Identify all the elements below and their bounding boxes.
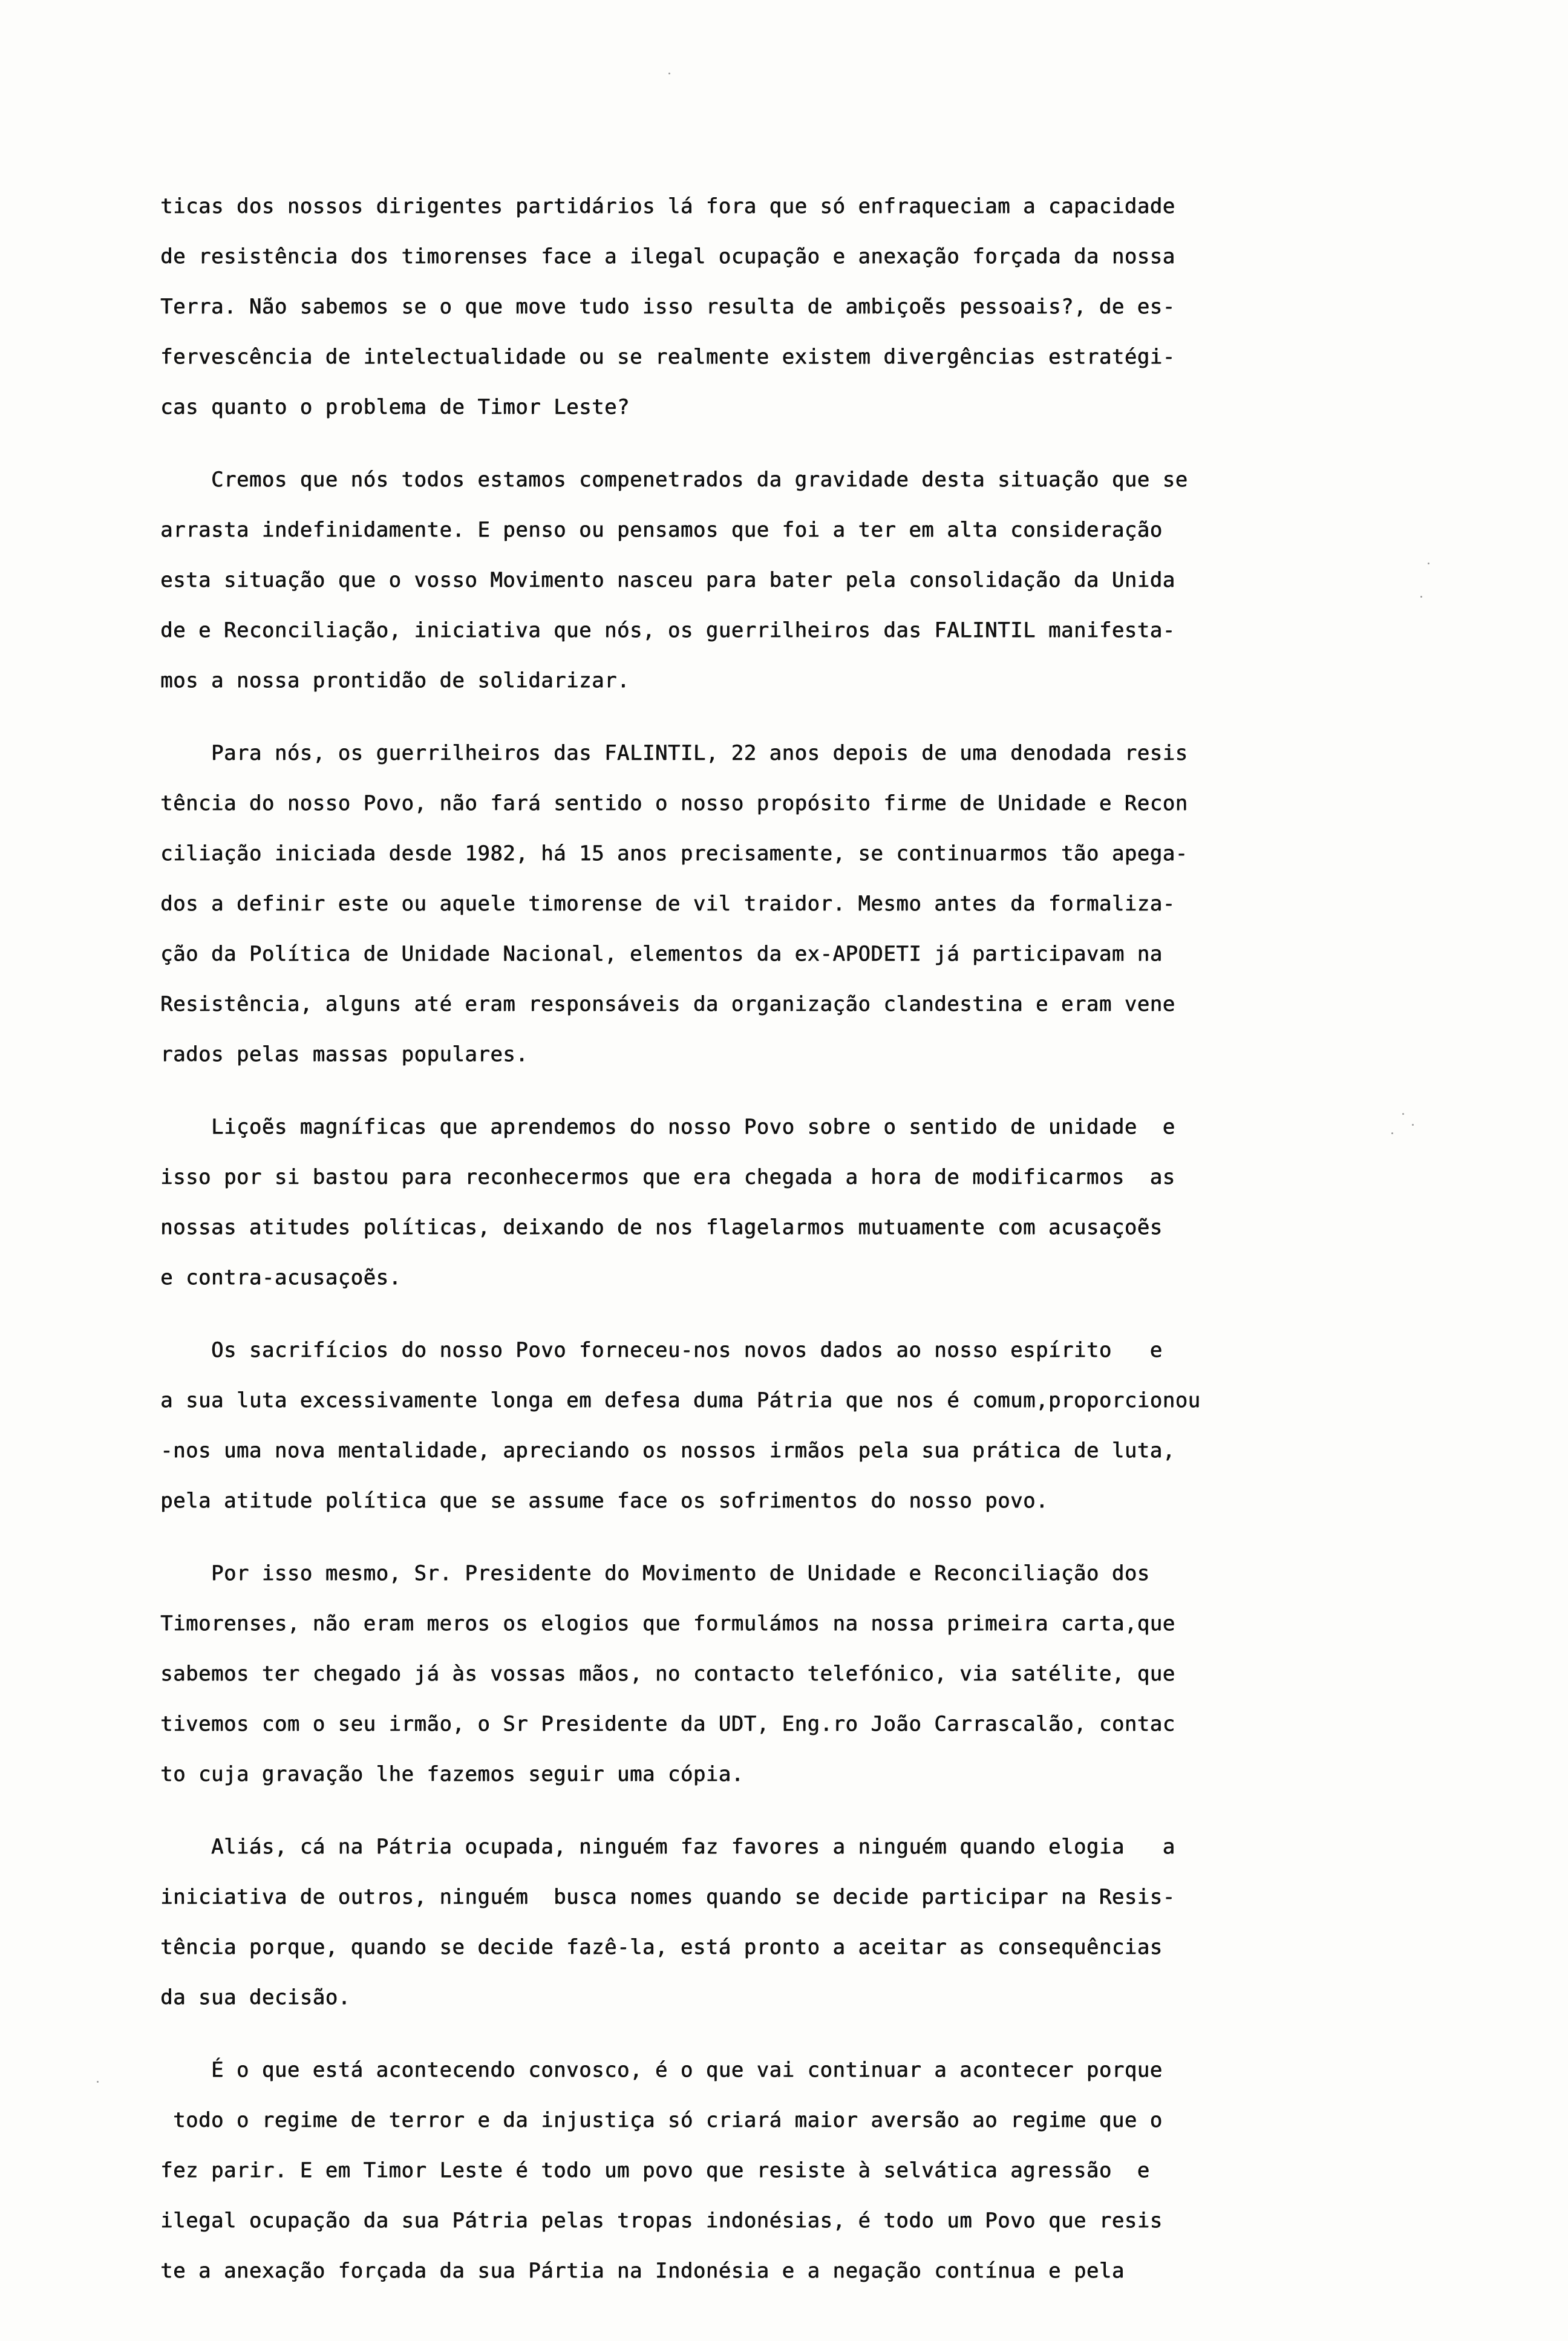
text-line: todo o regime de terror e da injustiça só criará maior aversão ao regime que o (160, 2108, 1163, 2132)
scan-speck (668, 73, 670, 74)
text-line: rados pelas massas populares. (160, 1042, 529, 1066)
paragraph (160, 1325, 1388, 1526)
text-line: isso por si bastou para reconhecermos que era chegada a hora de modificarmos as (160, 1165, 1175, 1189)
text-line: É o que está acontecendo convosco, é o que vai continuar a acontecer porque (160, 2058, 1163, 2082)
text-line: Liçoẽs magníficas que aprendemos do nosso Povo sobre o sentido de unidade e (160, 1115, 1175, 1139)
text-line: to cuja gravação lhe fazemos seguir uma cópia. (160, 1762, 744, 1786)
paragraph (160, 1822, 1388, 2023)
text-line: dos a definir este ou aquele timorense de vil traidor. Mesmo antes da formaliza- (160, 892, 1175, 916)
text-line: tência do nosso Povo, não fará sentido o nosso propósito firme de Unidade e Recon (160, 791, 1188, 815)
paragraph (160, 1549, 1388, 1800)
text-line: tivemos com o seu irmão, o Sr Presidente da UDT, Eng.ro João Carrascalão, contac (160, 1712, 1175, 1736)
text-line: Cremos que nós todos estamos compenetrados da gravidade desta situação que se (160, 468, 1188, 492)
scan-speck (1420, 596, 1422, 598)
text-line: Terra. Não sabemos se o que move tudo isso resulta de ambiçoẽs pessoais?, de es- (160, 295, 1175, 319)
text-line: de resistência dos timorenses face a ilegal ocupação e anexação forçada da nossa (160, 244, 1175, 269)
text-line: nossas atitudes políticas, deixando de nos flagelarmos mutuamente com acusaçoẽs (160, 1215, 1163, 1239)
text-line: -nos uma nova mentalidade, apreciando os nossos irmãos pela sua prática de luta, (160, 1438, 1175, 1463)
scan-speck (1391, 1132, 1393, 1134)
text-line: pela atitude política que se assume face os sofrimentos do nosso povo. (160, 1489, 1048, 1513)
paragraph (160, 728, 1388, 1080)
text-line: ção da Política de Unidade Nacional, elementos da ex-APODETI já participavam na (160, 942, 1163, 966)
text-line: e contra-acusaçoẽs. (160, 1265, 402, 1290)
text-line: iniciativa de outros, ninguém busca nomes quando se decide participar na Resis- (160, 1885, 1175, 1909)
text-line: te a anexação forçada da sua Pártia na Indonésia e a negação contínua e pela (160, 2259, 1125, 2283)
text-line: Aliás, cá na Pátria ocupada, ninguém faz favores a ninguém quando elogia a (160, 1835, 1175, 1859)
text-line: mos a nossa prontidão de solidarizar. (160, 668, 630, 693)
scan-speck (1412, 1124, 1414, 1126)
text-line: de e Reconciliação, iniciativa que nós, os guerrilheiros das FALINTIL manifesta- (160, 618, 1175, 642)
text-line: cas quanto o problema de Timor Leste? (160, 395, 630, 419)
letter-body (160, 181, 1388, 2319)
text-line: arrasta indefinidamente. E penso ou pensamos que foi a ter em alta consideração (160, 518, 1163, 542)
text-line: Timorenses, não eram meros os elogios que formulámos na nossa primeira carta,que (160, 1611, 1175, 1636)
paragraph (160, 181, 1388, 433)
text-line: Resistência, alguns até eram responsáveis da organização clandestina e eram vene (160, 992, 1175, 1016)
scan-speck (1402, 1113, 1404, 1115)
paragraph (160, 455, 1388, 706)
scan-speck (97, 2081, 99, 2083)
text-line: ciliação iniciada desde 1982, há 15 anos precisamente, se continuarmos tão apega- (160, 841, 1188, 866)
text-line: esta situação que o vosso Movimento nasceu para bater pela consolidação da Unida (160, 568, 1175, 592)
paragraph (160, 1102, 1388, 1303)
text-line: fervescência de intelectualidade ou se realmente existem divergências estratégi- (160, 345, 1175, 369)
text-line: ilegal ocupação da sua Pátria pelas tropas indonésias, é todo um Povo que resis (160, 2209, 1163, 2233)
text-line: tência porque, quando se decide fazê-la, está pronto a aceitar as consequências (160, 1935, 1163, 1959)
text-line: Por isso mesmo, Sr. Presidente do Movimento de Unidade e Reconciliação dos (160, 1561, 1150, 1585)
scan-speck (1428, 563, 1429, 564)
text-line: fez parir. E em Timor Leste é todo um povo que resiste à selvática agressão e (160, 2158, 1150, 2183)
text-line: sabemos ter chegado já às vossas mãos, no contacto telefónico, via satélite, que (160, 1662, 1175, 1686)
text-line: da sua decisão. (160, 1985, 351, 2010)
paragraph (160, 2045, 1388, 2296)
text-line: Os sacrifícios do nosso Povo forneceu-nos novos dados ao nosso espírito e (160, 1338, 1163, 1362)
text-line: ticas dos nossos dirigentes partidários lá fora que só enfraqueciam a capacidade (160, 194, 1175, 218)
text-line: Para nós, os guerrilheiros das FALINTIL, 22 anos depois de uma denodada resis (160, 741, 1188, 765)
text-line: a sua luta excessivamente longa em defesa duma Pátria que nos é comum,proporcionou (160, 1388, 1201, 1412)
